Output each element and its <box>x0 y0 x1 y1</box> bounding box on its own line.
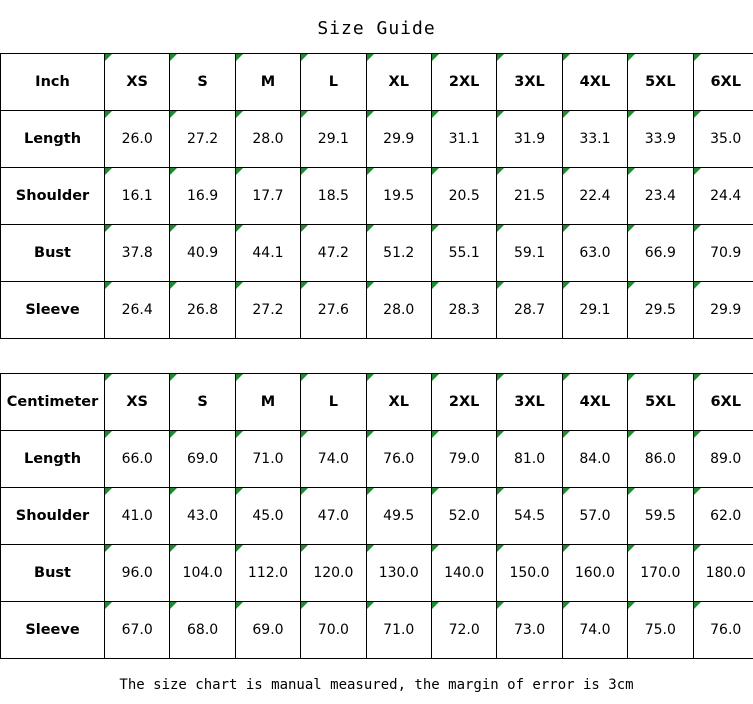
cell-value: 69.0 <box>235 602 300 659</box>
cell-value: 66.0 <box>105 431 170 488</box>
cell-value: 22.4 <box>562 168 627 225</box>
table-row <box>1 168 753 225</box>
column-header: XS <box>105 374 170 431</box>
size-table-inch <box>0 53 753 339</box>
cell-value: 70.0 <box>301 602 366 659</box>
cell-value: 27.2 <box>170 111 235 168</box>
row-label: Shoulder <box>1 168 105 225</box>
cell-value: 71.0 <box>235 431 300 488</box>
cell-value: 28.0 <box>366 282 431 339</box>
row-label: Bust <box>1 225 105 282</box>
cell-value: 130.0 <box>366 545 431 602</box>
cell-value: 54.5 <box>497 488 562 545</box>
cell-value: 86.0 <box>628 431 693 488</box>
size-table-centimeter <box>0 373 753 659</box>
cell-value: 55.1 <box>431 225 496 282</box>
cell-value: 76.0 <box>693 602 753 659</box>
cell-value: 20.5 <box>431 168 496 225</box>
cell-value: 31.1 <box>431 111 496 168</box>
cell-value: 16.9 <box>170 168 235 225</box>
cell-value: 76.0 <box>366 431 431 488</box>
column-header: 3XL <box>497 54 562 111</box>
cell-value: 40.9 <box>170 225 235 282</box>
cell-value: 160.0 <box>562 545 627 602</box>
cell-value: 26.0 <box>105 111 170 168</box>
row-label: Length <box>1 431 105 488</box>
column-header: 2XL <box>431 374 496 431</box>
column-header: 5XL <box>628 374 693 431</box>
cell-value: 41.0 <box>105 488 170 545</box>
table-row <box>1 602 753 659</box>
column-header: 5XL <box>628 54 693 111</box>
cell-value: 33.1 <box>562 111 627 168</box>
cell-value: 21.5 <box>497 168 562 225</box>
cell-value: 57.0 <box>562 488 627 545</box>
cell-value: 28.0 <box>235 111 300 168</box>
cell-value: 62.0 <box>693 488 753 545</box>
cell-value: 19.5 <box>366 168 431 225</box>
cell-value: 59.5 <box>628 488 693 545</box>
cell-value: 45.0 <box>235 488 300 545</box>
cell-value: 27.6 <box>301 282 366 339</box>
cell-value: 47.0 <box>301 488 366 545</box>
row-label: Shoulder <box>1 488 105 545</box>
table-row <box>1 545 753 602</box>
column-header: S <box>170 54 235 111</box>
column-header: XL <box>366 54 431 111</box>
cell-value: 140.0 <box>431 545 496 602</box>
cell-value: 18.5 <box>301 168 366 225</box>
column-header: 3XL <box>497 374 562 431</box>
row-label: Length <box>1 111 105 168</box>
cell-value: 52.0 <box>431 488 496 545</box>
cell-value: 29.1 <box>562 282 627 339</box>
cell-value: 23.4 <box>628 168 693 225</box>
cell-value: 73.0 <box>497 602 562 659</box>
cell-value: 27.2 <box>235 282 300 339</box>
cell-value: 74.0 <box>562 602 627 659</box>
cell-value: 28.7 <box>497 282 562 339</box>
page-title: Size Guide <box>317 18 436 39</box>
column-header: M <box>235 374 300 431</box>
row-label: Sleeve <box>1 282 105 339</box>
cell-value: 24.4 <box>693 168 753 225</box>
row-label: Sleeve <box>1 602 105 659</box>
table-separator <box>0 339 753 373</box>
cell-value: 81.0 <box>497 431 562 488</box>
cell-value: 67.0 <box>105 602 170 659</box>
cell-value: 26.4 <box>105 282 170 339</box>
cell-value: 35.0 <box>693 111 753 168</box>
row-label: Bust <box>1 545 105 602</box>
cell-value: 74.0 <box>301 431 366 488</box>
column-header: 6XL <box>693 54 753 111</box>
cell-value: 33.9 <box>628 111 693 168</box>
column-header: S <box>170 374 235 431</box>
cell-value: 59.1 <box>497 225 562 282</box>
column-header: L <box>301 54 366 111</box>
cell-value: 96.0 <box>105 545 170 602</box>
cell-value: 49.5 <box>366 488 431 545</box>
cell-value: 75.0 <box>628 602 693 659</box>
cell-value: 180.0 <box>693 545 753 602</box>
cell-value: 29.5 <box>628 282 693 339</box>
cell-value: 170.0 <box>628 545 693 602</box>
cell-value: 43.0 <box>170 488 235 545</box>
cell-value: 17.7 <box>235 168 300 225</box>
column-header: L <box>301 374 366 431</box>
cell-value: 79.0 <box>431 431 496 488</box>
cell-value: 120.0 <box>301 545 366 602</box>
cell-value: 63.0 <box>562 225 627 282</box>
table-header-row <box>1 374 753 431</box>
cell-value: 29.9 <box>366 111 431 168</box>
table-row <box>1 282 753 339</box>
cell-value: 51.2 <box>366 225 431 282</box>
column-header: XL <box>366 374 431 431</box>
unit-label-centimeter: Centimeter <box>1 374 105 431</box>
cell-value: 47.2 <box>301 225 366 282</box>
cell-value: 37.8 <box>105 225 170 282</box>
column-header: 6XL <box>693 374 753 431</box>
cell-value: 84.0 <box>562 431 627 488</box>
cell-value: 72.0 <box>431 602 496 659</box>
cell-value: 26.8 <box>170 282 235 339</box>
cell-value: 68.0 <box>170 602 235 659</box>
column-header: 2XL <box>431 54 496 111</box>
table-row <box>1 431 753 488</box>
cell-value: 71.0 <box>366 602 431 659</box>
cell-value: 89.0 <box>693 431 753 488</box>
cell-value: 150.0 <box>497 545 562 602</box>
cell-value: 66.9 <box>628 225 693 282</box>
table-row <box>1 111 753 168</box>
table-row <box>1 225 753 282</box>
table-header-row <box>1 54 753 111</box>
cell-value: 104.0 <box>170 545 235 602</box>
unit-label-inch: Inch <box>1 54 105 111</box>
cell-value: 28.3 <box>431 282 496 339</box>
column-header: M <box>235 54 300 111</box>
cell-value: 29.1 <box>301 111 366 168</box>
cell-value: 29.9 <box>693 282 753 339</box>
table-row <box>1 488 753 545</box>
cell-value: 69.0 <box>170 431 235 488</box>
column-header: 4XL <box>562 54 627 111</box>
column-header: XS <box>105 54 170 111</box>
cell-value: 16.1 <box>105 168 170 225</box>
column-header: 4XL <box>562 374 627 431</box>
cell-value: 70.9 <box>693 225 753 282</box>
cell-value: 112.0 <box>235 545 300 602</box>
cell-value: 44.1 <box>235 225 300 282</box>
cell-value: 31.9 <box>497 111 562 168</box>
measurement-disclaimer: The size chart is manual measured, the margin of error is 3cm <box>119 677 634 693</box>
